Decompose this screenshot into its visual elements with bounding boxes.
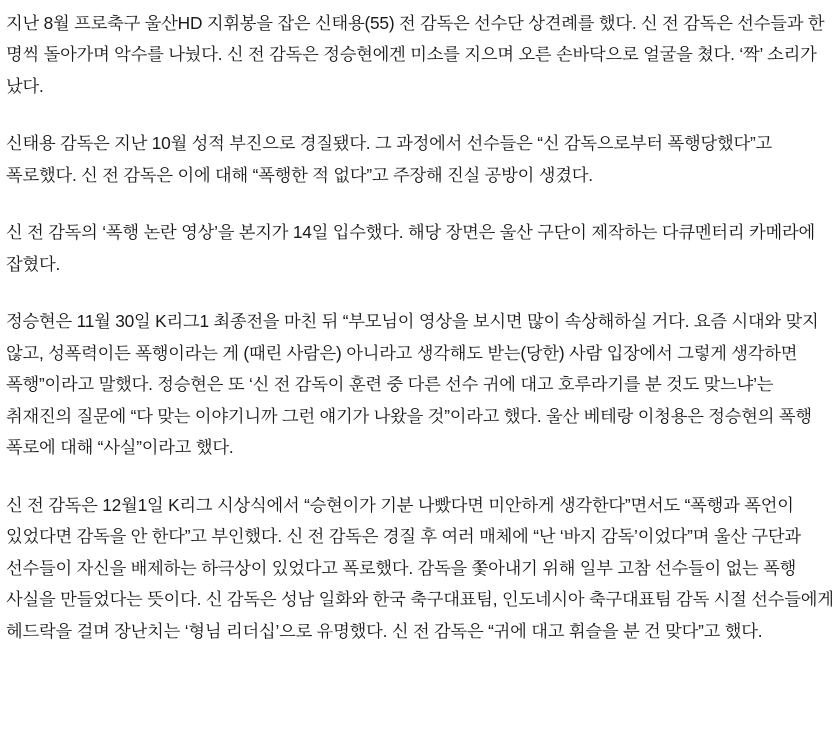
article-paragraph: 신 전 감독의 ‘폭행 논란 영상’을 본지가 14일 입수했다. 해당 장면은 울산 구단이 제작하는 다큐멘터리 카메라에 잡혔다. — [6, 222, 815, 274]
article-paragraph: 신태용 감독은 지난 10월 성적 부진으로 경질됐다. 그 과정에서 선수들은 “신 감독으로부터 폭행당했다”고 폭로했다. 신 전 감독은 이에 대해 “폭행한 적 없다”고 주장해 진실 공방이 생겼다. — [6, 133, 772, 185]
article-paragraph: 신 전 감독은 12월1일 K리그 시상식에서 “승현이가 기분 나빴다면 미안하게 생각한다”면서도 “폭행과 폭언이 있었다면 감독을 안 한다”고 부인했다. 신 전 감독은 경질 후 여러 매체에 “난 ‘바지 감독’이었다”며 울산 구단과 선수들이 자신을 배제하는 하극상이 있었다고 폭로했다. 감독을 쫓아내기 위해 일부 고참 선수들이 없는 폭행 사실을 만들었다는 뜻이다. 신 감독은 성남 일화와 한국 축구대표팀, 인도네시아 축구대표팀 감독 시절 선수들에게 헤드락을 걸며 장난치는 ‘형님 리더십’으로 유명했다. 신 전 감독은 “귀에 대고 휘슬을 분 건 맞다”고 했다. — [6, 494, 834, 641]
article-paragraph: 지난 8월 프로축구 울산HD 지휘봉을 잡은 신태용(55) 전 감독은 선수단 상견례를 했다. 신 전 감독은 선수들과 한 명씩 돌아가며 악수를 나눴다. 신 전 감독은 정승현에겐 미소를 지으며 오른 손바닥으로 얼굴을 쳤다. ‘짝’ 소리가 났다. — [6, 13, 825, 96]
article-paragraph: 정승현은 11월 30일 K리그1 최종전을 마친 뒤 “부모님이 영상을 보시면 많이 속상해하실 거다. 요즘 시대와 맞지 않고, 성폭력이든 폭행이라는 게 (때린 사람은) 아니라고 생각해도 받는(당한) 사람 입장에서 그렇게 생각하면 폭행”이라고 말했다. 정승현은 또 ‘신 전 감독이 훈련 중 다른 선수 귀에 대고 호루라기를 분 것도 맞느냐’는 취재진의 질문에 “다 맞는 이야기니까 그런 얘기가 나왔을 것”이라고 했다. 울산 베테랑 이청용은 정승현의 폭행 폭로에 대해 “사실”이라고 했다. — [6, 311, 819, 458]
